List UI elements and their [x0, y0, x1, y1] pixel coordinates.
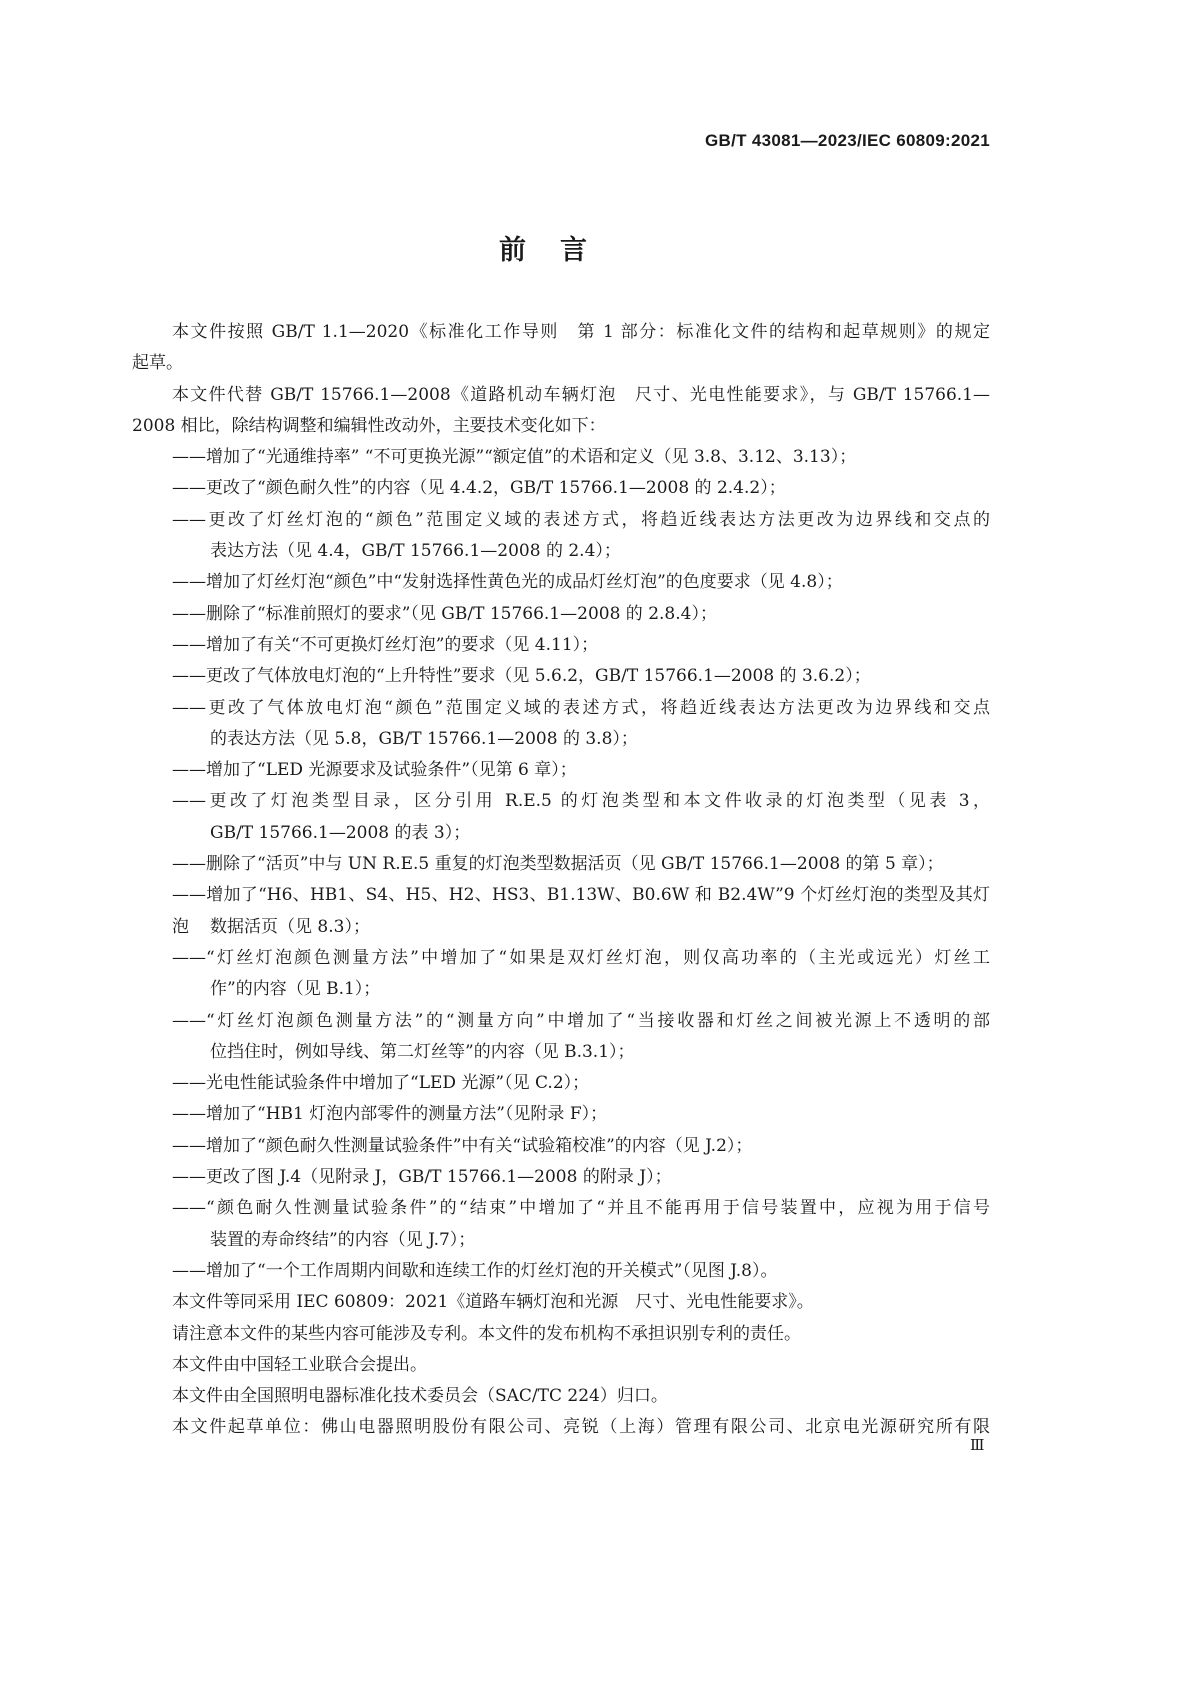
change-list-item	[132, 1006, 990, 1069]
page-title: 前言	[499, 235, 621, 266]
text-line: ——增加了“光通维持率” “不可更换光源”“额定值”的术语和定义（见 3.8、3.12、3.13）；	[172, 447, 857, 468]
text-line: ——“灯丝灯泡颜色测量方法”中增加了“如果是双灯丝灯泡，则仅高功率的（主光或远光）灯丝工	[172, 947, 990, 968]
text-line: ——删除了“活页”中与 UN R.E.5 重复的灯泡类型数据活页（见 GB/T 15766.1—2008 的第 5 章）；	[172, 854, 944, 875]
text-line: 数据活页（见 8.3）；	[210, 916, 370, 937]
text-line: 本文件由中国轻工业联合会提出。	[172, 1354, 427, 1375]
change-list-item	[132, 1068, 990, 1099]
text-line: ——增加了“颜色耐久性测量试验条件”中有关“试验箱校准”的内容（见 J.2）；	[172, 1135, 753, 1156]
text-line: 本文件由全国照明电器标准化技术委员会（SAC/TC 224）归口。	[172, 1386, 668, 1407]
change-list-item	[132, 943, 990, 1006]
page-number: Ⅲ	[970, 1436, 985, 1454]
text-line: 本文件代替 GB/T 15766.1—2008《道路机动车辆灯泡 尺寸、光电性能要求》，与 GB/T 15766.1—	[172, 384, 990, 405]
text-line: ——更改了灯泡类型目录，区分引用 R.E.5 的灯泡类型和本文件收录的灯泡类型（见表 3，	[172, 791, 990, 812]
text-line: 位挡住时，例如导线、第二灯丝等”的内容（见 B.3.1）；	[210, 1041, 635, 1062]
text-line: 本文件起草单位：佛山电器照明股份有限公司、亮锐（上海）管理有限公司、北京电光源研究所有限	[172, 1417, 990, 1438]
change-list-item	[132, 661, 990, 692]
text-line: ——增加了“一个工作周期内间歇和连续工作的灯丝灯泡的开关模式”（见图 J.8）。	[172, 1260, 778, 1281]
text-line: 本文件等同采用 IEC 60809：2021《道路车辆灯泡和光源 尺寸、光电性能要求》。	[172, 1292, 814, 1313]
paragraph	[132, 1381, 990, 1412]
text-line: ——增加了“H6、HB1、S4、H5、H2、HS3、B1.13W、B0.6W 和 B2.4W”9 个灯丝灯泡的类型及其灯泡	[172, 885, 990, 937]
text-line: ——增加了“HB1 灯泡内部零件的测量方法”（见附录 F）；	[172, 1104, 608, 1125]
text-line: 的表达方法（见 5.8，GB/T 15766.1—2008 的 3.8）；	[210, 728, 638, 749]
text-line: 请注意本文件的某些内容可能涉及专利。本文件的发布机构不承担识别专利的责任。	[172, 1323, 801, 1344]
change-list-item	[132, 755, 990, 786]
change-list-item	[132, 1131, 990, 1162]
text-line: ——更改了气体放电灯泡的“上升特性”要求（见 5.6.2，GB/T 15766.1—2008 的 3.6.2）；	[172, 666, 871, 687]
paragraph	[132, 380, 990, 443]
change-list-item	[132, 1099, 990, 1130]
text-line: 作”的内容（见 B.1）；	[210, 979, 381, 1000]
change-list-item	[132, 1162, 990, 1193]
text-line: ——删除了“标准前照灯的要求”（见 GB/T 15766.1—2008 的 2.8.4）；	[172, 603, 717, 624]
change-list-item	[132, 505, 990, 568]
text-line: 本文件按照 GB/T 1.1—2020《标准化工作导则 第 1 部分：标准化文件的结构和起草规则》的规定	[172, 322, 990, 342]
text-line: ——“灯丝灯泡颜色测量方法”的“测量方向”中增加了“当接收器和灯丝之间被光源上不透明的部	[172, 1010, 990, 1031]
text-line: ——增加了灯丝灯泡“颜色”中“发射选择性黄色光的成品灯丝灯泡”的色度要求（见 4.8）；	[172, 572, 843, 593]
paragraph	[132, 1319, 990, 1350]
change-list-item	[132, 693, 990, 756]
text-line: 起草。	[132, 353, 183, 374]
text-line: ——更改了气体放电灯泡“颜色”范围定义域的表述方式，将趋近线表达方法更改为边界线和交点	[172, 697, 990, 718]
change-list-item	[132, 880, 990, 943]
change-list-item	[132, 849, 990, 880]
text-line: ——更改了图 J.4（见附录 J，GB/T 15766.1—2008 的附录 J）；	[172, 1167, 672, 1188]
change-list-item	[132, 567, 990, 598]
text-line: ——光电性能试验条件中增加了“LED 光源”（见 C.2）；	[172, 1073, 590, 1094]
paragraph	[132, 317, 990, 380]
text-line: 表达方法（见 4.4，GB/T 15766.1—2008 的 2.4）；	[210, 541, 621, 562]
paragraph	[132, 1287, 990, 1318]
text-line: ——更改了灯丝灯泡的“颜色”范围定义域的表述方式，将趋近线表达方法更改为边界线和交点的	[172, 509, 990, 530]
change-list-item	[132, 473, 990, 504]
change-list-item	[132, 786, 990, 849]
change-list-item	[132, 1256, 990, 1287]
change-list-item	[132, 630, 990, 661]
paragraph	[132, 1350, 990, 1381]
standard-number-header: GB/T 43081—2023/IEC 60809:2021	[705, 131, 990, 150]
text-line: 2008 相比，除结构调整和编辑性改动外，主要技术变化如下：	[132, 415, 606, 436]
text-line: ——增加了有关“不可更换灯丝灯泡”的要求（见 4.11）；	[172, 634, 599, 655]
change-list-item	[132, 442, 990, 473]
text-line: 装置的寿命终结”的内容（见 J.7）；	[210, 1229, 476, 1250]
text-line: ——增加了“LED 光源要求及试验条件”（见第 6 章）；	[172, 760, 577, 781]
text-line: GB/T 15766.1—2008 的表 3）；	[210, 822, 471, 843]
text-line: ——更改了“颜色耐久性”的内容（见 4.4.2，GB/T 15766.1—2008 的 2.4.2）；	[172, 478, 786, 499]
change-list-item	[132, 599, 990, 630]
text-line: ——“颜色耐久性测量试验条件”的“结束”中增加了“并且不能再用于信号装置中，应视为用于信号	[172, 1198, 990, 1219]
change-list-item	[132, 1193, 990, 1256]
foreword-body	[132, 317, 990, 1444]
paragraph	[132, 1412, 990, 1443]
